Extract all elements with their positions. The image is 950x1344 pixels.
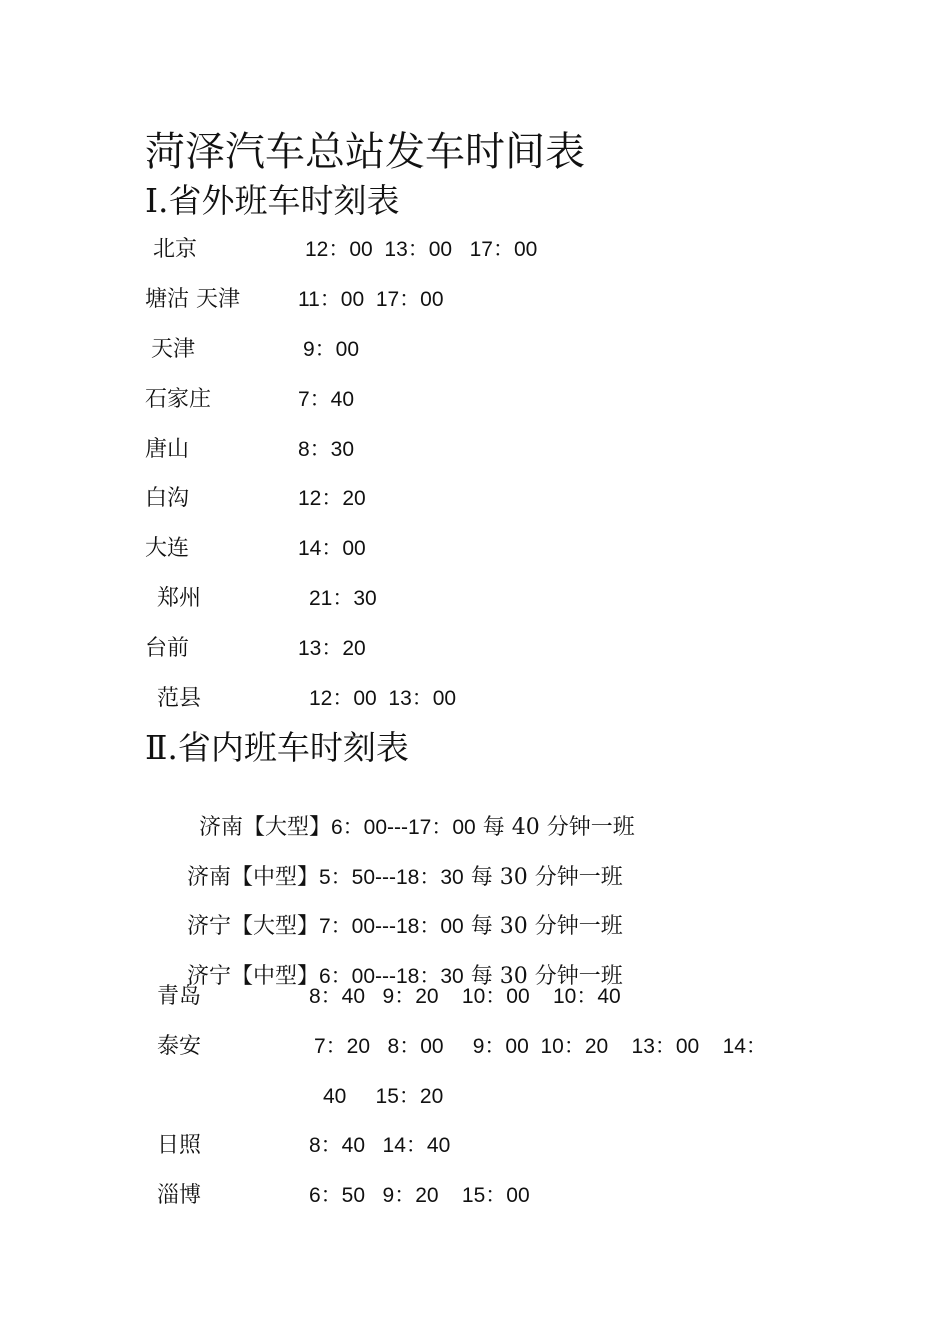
destination-name: 淄博 [157, 1183, 202, 1208]
departure-times: 12：20 [298, 487, 366, 510]
departure-times-continued: 40 15：20 [323, 1085, 444, 1108]
schedule-row [0, 684, 950, 714]
destination-name: 日照 [157, 1133, 202, 1158]
destination-name: 天津 [151, 337, 196, 362]
service-interval: 每 40 分钟一班 [482, 815, 635, 840]
route-name: 济宁【大型】 [186, 914, 319, 939]
schedule-row [0, 1181, 950, 1211]
schedule-row [0, 435, 950, 465]
departure-times: 8：40 9：20 10：00 10：40 [309, 985, 621, 1008]
route-name: 济南【中型】 [186, 865, 319, 890]
destination-name: 石家庄 [145, 387, 212, 412]
schedule-row [0, 634, 950, 664]
schedule-row [0, 484, 950, 514]
destination-name: 泰安 [157, 1034, 202, 1059]
destination-name: 台前 [145, 636, 190, 661]
destination-name: 大连 [145, 536, 190, 561]
frequent-route-row [0, 783, 950, 840]
route-name: 济南【大型】 [198, 815, 331, 840]
departure-times: 9：00 [303, 338, 360, 361]
frequent-route-row [0, 932, 950, 989]
departure-times: 7：40 [298, 388, 355, 411]
schedule-row [0, 982, 950, 1012]
service-hours: 6：00---18：30 [318, 965, 464, 988]
section-heading-in-province: Ⅱ.省内班车时刻表 [145, 728, 409, 767]
destination-name: 北京 [153, 237, 198, 262]
schedule-row-continuation [0, 1082, 950, 1112]
destination-name: 青岛 [157, 984, 202, 1009]
schedule-row [0, 1131, 950, 1161]
departure-times: 6：50 9：20 15：00 [309, 1184, 530, 1207]
service-hours: 6：00---17：00 [330, 816, 476, 839]
schedule-row [0, 285, 950, 315]
destination-name: 唐山 [145, 437, 190, 462]
departure-times: 12：00 13：00 [309, 687, 457, 710]
route-name: 济宁【中型】 [186, 964, 319, 989]
departure-times: 11：00 17：00 [298, 288, 444, 311]
destination-name: 郑州 [157, 586, 202, 611]
departure-times: 13：20 [298, 637, 366, 660]
schedule-row [0, 534, 950, 564]
schedule-row [0, 335, 950, 365]
departure-times: 7：20 8：00 9：00 10：20 13：00 14： [314, 1035, 767, 1058]
departure-times: 21：30 [309, 587, 377, 610]
service-interval: 每 30 分钟一班 [470, 914, 623, 939]
schedule-row [0, 584, 950, 614]
schedule-row [0, 385, 950, 415]
section-heading-out-province: Ⅰ.省外班车时刻表 [145, 181, 400, 220]
departure-times: 12：00 13：00 17：00 [305, 238, 538, 261]
departure-times: 14：00 [298, 537, 366, 560]
service-interval: 每 30 分钟一班 [470, 964, 623, 989]
service-interval: 每 30 分钟一班 [470, 865, 623, 890]
service-hours: 5：50---18：30 [318, 866, 464, 889]
service-hours: 7：00---18：00 [318, 915, 464, 938]
departure-times: 8：30 [298, 438, 355, 461]
destination-name: 塘沽 天津 [145, 287, 240, 312]
departure-times: 8：40 14：40 [309, 1134, 451, 1157]
document-title: 菏泽汽车总站发车时间表 [145, 129, 585, 175]
destination-name: 白沟 [145, 486, 190, 511]
frequent-route-row [0, 833, 950, 890]
frequent-route-row [0, 882, 950, 939]
destination-name: 范县 [157, 686, 202, 711]
schedule-row [0, 235, 950, 265]
schedule-row [0, 1032, 950, 1062]
